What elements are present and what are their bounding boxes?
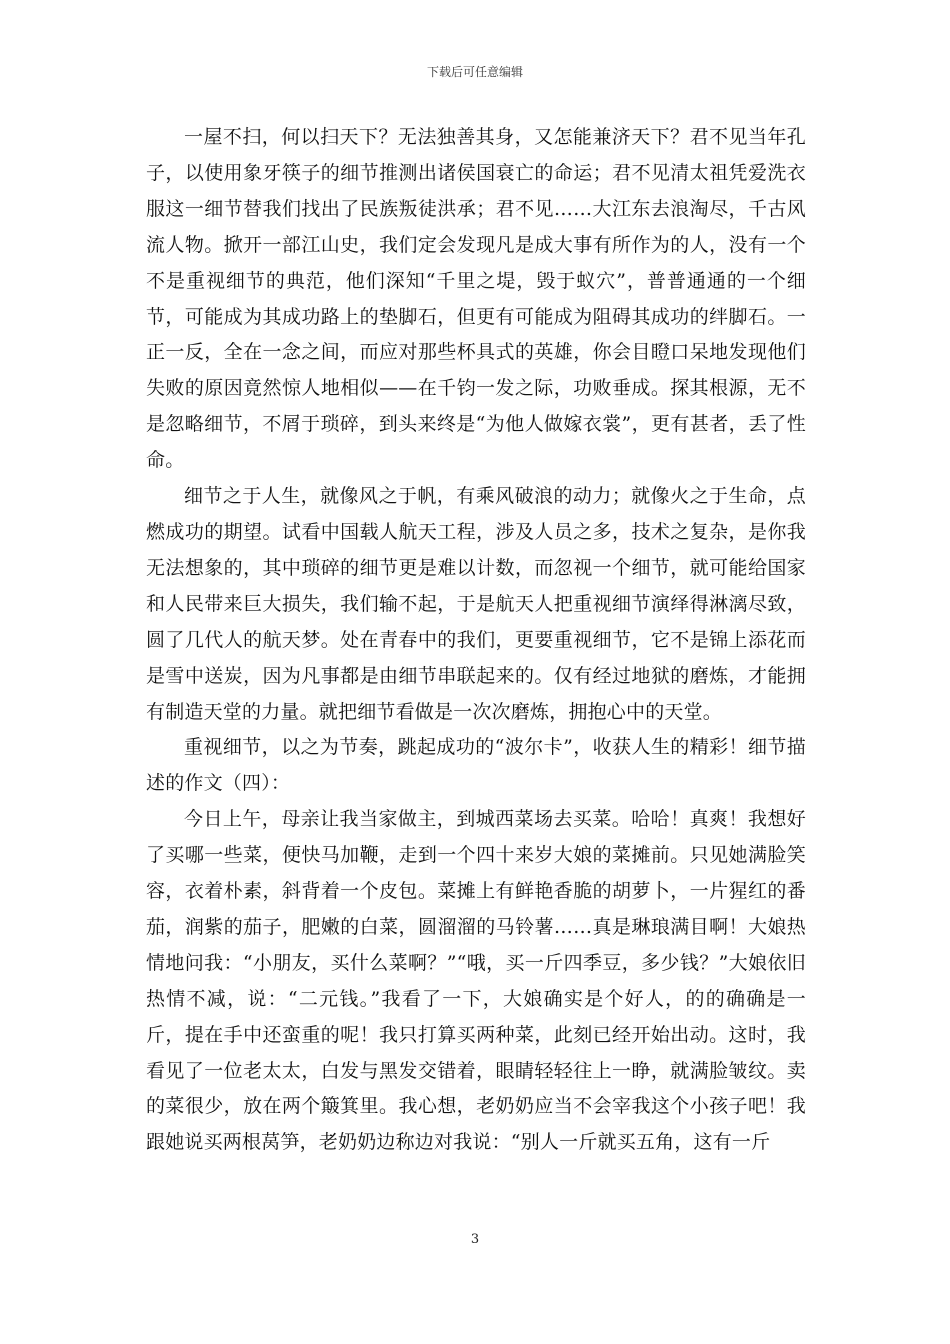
paragraph-1: 一屋不扫，何以扫天下？无法独善其身，又怎能兼济天下？君不见当年孔子，以使用象牙筷子的细节推测出诸侯国衰亡的命运；君不见清太祖凭爱洗衣服这一细节替我们找出了民族叛徒洪承；君不见……大江东去浪淘尽，千古风流人物。掀开一部江山史，我们定会发现凡是成大事有所作为的人，没有一个不是重视细节的典范，他们深知“千里之堤，毁于蚁穴”，普普通通的一个细节，可能成为其成功路上的垫脚石，但更有可能成为阻碍其成功的绊脚石。一正一反，全在一念之间，而应对那些杯具式的英雄，你会目瞪口呆地发现他们失败的原因竟然惊人地相似——在千钧一发之际，功败垂成。探其根源，无不是忽略细节，不屑于琐碎，到头来终是“为他人做嫁衣裳”，更有甚者，丢了性命。 [146,126,806,472]
paragraph-2: 细节之于人生，就像风之于帆，有乘风破浪的动力；就像火之于生命，点燃成功的期望。试看中国载人航天工程，涉及人员之多，技术之复杂，是你我无法想象的，其中琐碎的细节更是难以计数，而忽视一个细节，就可能给国家和人民带来巨大损失，我们输不起，于是航天人把重视细节演绎得淋漓尽致，圆了几代人的航天梦。处在青春中的我们，更要重视细节，它不是锦上添花而是雪中送炭，因为凡事都是由细节串联起来的。仅有经过地狱的磨炼，才能拥有制造天堂的力量。就把细节看做是一次次磨炼，拥抱心中的天堂。 [146,485,806,723]
page-header: 下载后可任意编辑 [426,65,523,79]
page-number: 3 [470,1232,480,1247]
document-body [146,120,806,1161]
paragraph-3: 重视细节，以之为节奏，跳起成功的“波尔卡”，收获人生的精彩！细节描述的作文（四）： [146,736,806,795]
paragraph-4: 今日上午，母亲让我当家做主，到城西菜场去买菜。哈哈！真爽！我想好了买哪一些菜，便快马加鞭，走到一个四十来岁大娘的菜摊前。只见她满脸笑容，衣着朴素，斜背着一个皮包。菜摊上有鲜艳香脆的胡萝卜，一片猩红的番茄，润紫的茄子，肥嫩的白菜，圆溜溜的马铃薯……真是琳琅满目啊！大娘热情地问我：“小朋友，买什么菜啊？”“哦，买一斤四季豆，多少钱？”大娘依旧热情不减，说：“二元钱。”我看了一下，大娘确实是个好人，的的确确是一斤，提在手中还蛮重的呢！我只打算买两种菜，此刻已经开始出动。这时，我看见了一位老太太，白发与黑发交错着，眼睛轻轻往上一睁，就满脸皱纹。卖的菜很少，放在两个簸箕里。我心想，老奶奶应当不会宰我这个小孩子吧！我跟她说买两根莴笋，老奶奶边称边对我说：“别人一斤就买五角，这有一斤 [146,808,806,1154]
